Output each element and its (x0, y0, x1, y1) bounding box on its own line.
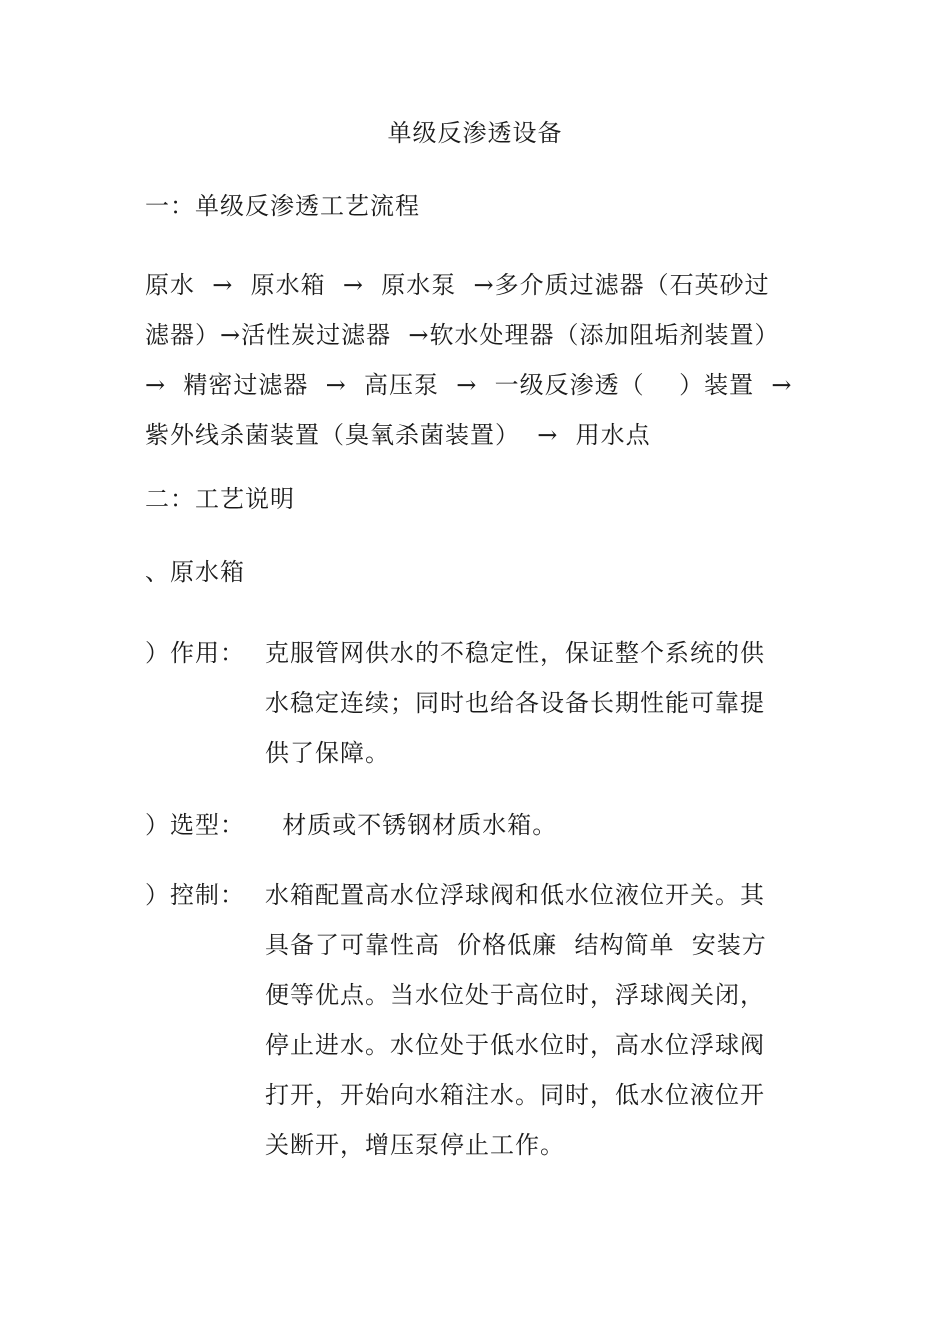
section-heading-process-description: 二：工艺说明 (145, 485, 295, 513)
item-line: 关断开，增压泵停止工作。 (265, 1131, 565, 1159)
item-label: ）选型： (145, 811, 245, 839)
item-line: 克服管网供水的不稳定性，保证整个系统的供 (265, 639, 765, 667)
subsection-heading-raw-water-tank: 、原水箱 (145, 558, 245, 586)
item-line: 水箱配置高水位浮球阀和低水位液位开关。其 (265, 881, 765, 909)
item-label: ）作用： (145, 639, 245, 667)
flow-line: 原水 → 原水箱 → 原水泵 →多介质过滤器（石英砂过 (145, 271, 770, 299)
item-line: 停止进水。水位处于低水位时，高水位浮球阀 (265, 1031, 765, 1059)
item-line: 具备了可靠性高 价格低廉 结构简单 安装方 (265, 931, 767, 959)
process-flow-paragraph (145, 260, 810, 460)
document-title: 单级反渗透设备 (387, 119, 563, 147)
item-line: 材质或不锈钢材质水箱。 (265, 811, 558, 839)
item-selection (145, 800, 810, 850)
item-line: 便等优点。当水位处于高位时，浮球阀关闭， (265, 981, 765, 1009)
flow-line: 滤器）→活性炭过滤器 →软水处理器（添加阻垢剂装置） (145, 321, 780, 349)
item-body (265, 870, 810, 1170)
item-body (265, 800, 810, 850)
item-function (145, 628, 810, 778)
item-line: 供了保障。 (265, 739, 390, 767)
section-heading-process-flow: 一：单级反渗透工艺流程 (145, 192, 420, 220)
item-body (265, 628, 810, 778)
item-label: ）控制： (145, 881, 245, 909)
flow-line: → 精密过滤器 → 高压泵 → 一级反渗透（ ）装置 → (145, 371, 793, 399)
flow-line: 紫外线杀菌装置（臭氧杀菌装置） → 用水点 (145, 421, 651, 449)
item-control (145, 870, 810, 1170)
item-line: 水稳定连续；同时也给各设备长期性能可靠提 (265, 689, 765, 717)
item-line: 打开，开始向水箱注水。同时，低水位液位开 (265, 1081, 765, 1109)
